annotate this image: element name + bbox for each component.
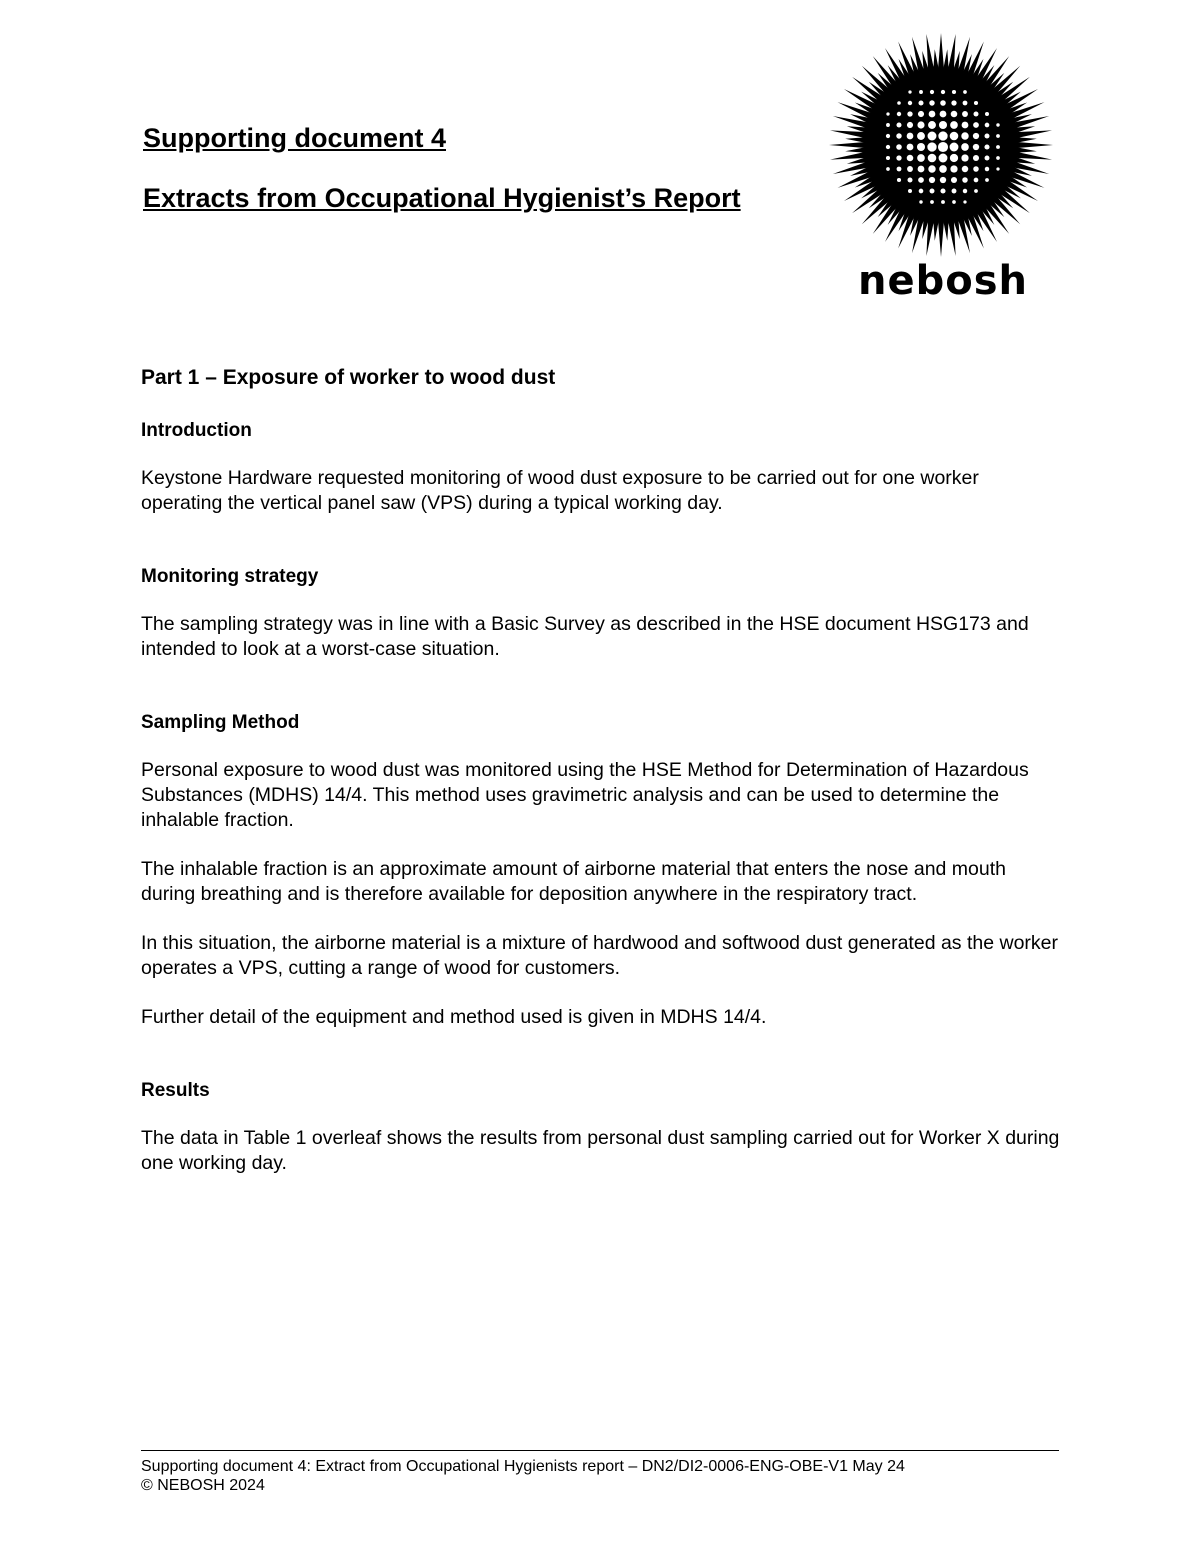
- paragraph: The inhalable fraction is an approximate amount of airborne material that enters the nose and mouth during breathing and is therefore available for deposition anywhere in the respiratory tract.: [141, 858, 1007, 905]
- footer-reference: Supporting document 4: Extract from Occupational Hygienists report – DN2/DI2-0006-ENG-OBE-V1 May 24: [141, 1458, 905, 1475]
- nebosh-logo: [828, 30, 1058, 304]
- paragraph: In this situation, the airborne material is a mixture of hardwood and softwood dust generated as the worker operates a VPS, cutting a range of wood for customers.: [141, 932, 1059, 979]
- paragraph: The data in Table 1 overleaf shows the results from personal dust sampling carried out for Worker X during one working day.: [141, 1127, 1060, 1174]
- section-heading-introduction: Introduction: [141, 420, 252, 441]
- paragraph: Personal exposure to wood dust was monitored using the HSE Method for Determination of Hazardous Substances (MDHS) 14/4. This method uses gravimetric analysis and can be used to determine the inhalable fraction.: [141, 759, 1029, 831]
- section-heading-results: Results: [141, 1080, 210, 1101]
- logo-wordmark: nebosh: [857, 258, 1028, 304]
- section-heading-sampling-method: Sampling Method: [141, 712, 300, 733]
- footer-copyright: © NEBOSH 2024: [141, 1477, 265, 1494]
- page-subtitle: Extracts from Occupational Hygienist’s Report: [143, 183, 741, 213]
- section-heading-monitoring-strategy: Monitoring strategy: [141, 566, 319, 587]
- page-footer: [141, 1450, 1059, 1495]
- paragraph: Keystone Hardware requested monitoring of wood dust exposure to be carried out for one worker operating the vertical panel saw (VPS) during a typical working day.: [141, 467, 979, 514]
- document-body: [141, 362, 1061, 1176]
- part-heading: Part 1 – Exposure of worker to wood dust: [141, 366, 556, 389]
- paragraph: The sampling strategy was in line with a Basic Survey as described in the HSE document HSG173 and intended to look at a worst-case situation.: [141, 613, 1029, 660]
- footer-divider: [141, 1450, 1059, 1451]
- page-title: Supporting document 4: [143, 123, 446, 153]
- paragraph: Further detail of the equipment and method used is given in MDHS 14/4.: [141, 1006, 767, 1028]
- nebosh-starburst-logo-icon: [828, 30, 1058, 260]
